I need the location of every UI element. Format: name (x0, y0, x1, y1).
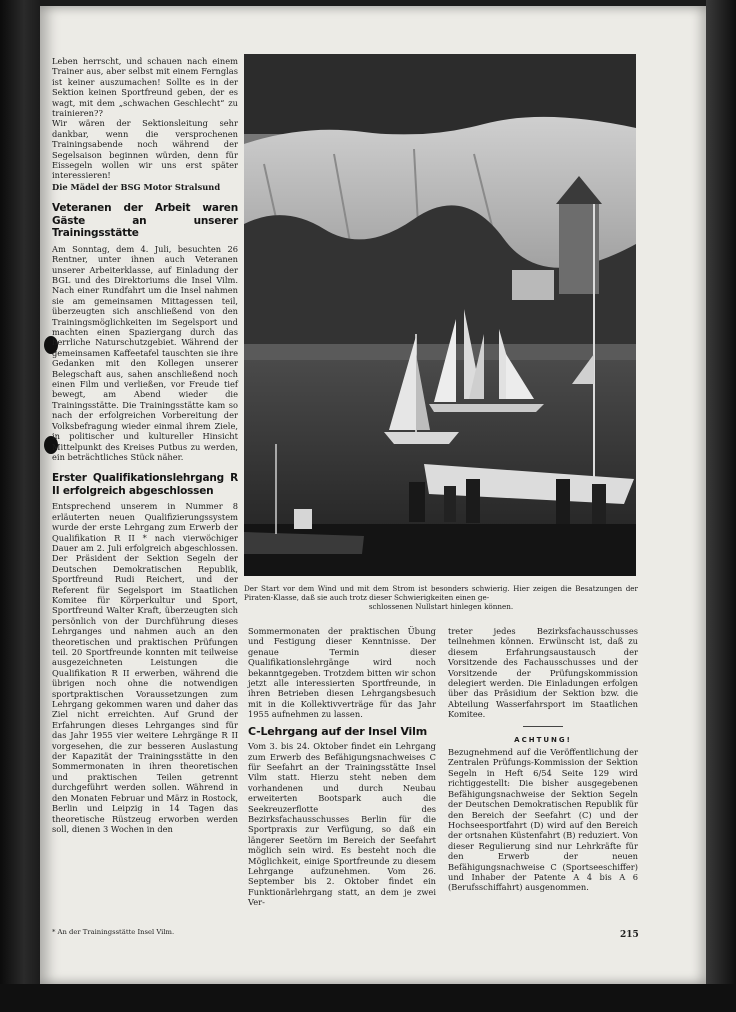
middle-column (248, 626, 436, 908)
scan-margin-bottom (0, 984, 736, 1012)
photo-caption (244, 584, 638, 611)
letter-signature: Die Mädel der BSG Motor Stralsund (52, 181, 221, 192)
intro-paragraph: Leben herrscht, und schauen nach einem Trainer aus, aber selbst mit einem Fernglas ist keiner auszumachen! Sollte es in der Sektion keinen Sportfreund geben, der es wagt, mit dem „schwachen Geschlecht“ zu trainieren?? (52, 56, 238, 119)
footnote: * An der Trainingsstätte Insel Vilm. (52, 928, 175, 936)
scan-margin-left (0, 0, 40, 1012)
heading-qualification: Erster Qualifikationslehrgang R II erfolgreich abgeschlossen (52, 472, 238, 497)
divider-rule (523, 726, 563, 727)
scan-margin-right (706, 0, 736, 1012)
intro-paragraph-2: Wir wären der Sektionsleitung sehr dankbar, wenn die versprochenen Trainingsabende noch während der Segelsaison beginnen würden, denn für Eissegeln wollen wir uns erst später interessieren! (52, 118, 238, 181)
sailing-photo (244, 54, 636, 576)
heading-c-course: C-Lehrgang auf der Insel Vilm (248, 724, 427, 738)
photo-caption-text: Der Start vor dem Wind und mit dem Strom ist besonders schwierig. Hier zeigen die Besatzungen der Piraten-Klasse, daß sie auch trotz dieser Schwierigkeiten einen ge- (244, 584, 638, 602)
page-number: 215 (620, 930, 639, 940)
article-c-course-continuation: treter jedes Bezirksfachausschusses teilnehmen können. Erwünscht ist, daß zu diesem Erfahrungsaustausch der Vorsitzende des Fachausschusses und der Vorsitzende der Prüfungskommission delegiert werden. Die Einladungen erfolgen über das Präsidium der Sektion bzw. die Abteilung Wasserfahrsport im Staatlichen Komitee. (448, 626, 638, 720)
heading-veterans: Veteranen der Arbeit waren Gäste an unserer Trainingsstätte (52, 202, 238, 240)
article-qualification: Entsprechend unserem in Nummer 8 erläuterten neuen Qualifizierungssystem wurde der erste Lehrgang zum Erwerb der Qualifikation R II * nach vierwöchiger Dauer am 2. Juli erfolgreich abgeschlossen. Der Präsident der Sektion Segeln der Deutschen Demokratischen Republik, Sportfreund Rudi Reichert, und der Referent für Segelsport im Staatlichen Komitee für Körperkultur und Sport, Sportfreund Walter Kraft, überzeugten sich persönlich von der Durchführung dieses Lehrganges und nahmen auch an den theoretischen und praktischen Prüfungen teil. 20 Sportfreunde konnten mit teilweise ausgezeichneten Leistungen die Qualifikation R II erwerben, während die übrigen noch ohne die notwendigen sportpraktischen Voraussetzungen zum Lehrgang gekommen waren und daher das Ziel nicht erreichten. Auf Grund der Erfahrungen dieses Lehrganges sind für das Jahr 1955 vier weitere Lehrgänge R II vorgesehen, die zur besseren Auslastung der Kapazität der Trainingsstätte in den Sommermonaten in ihren theoretischen und praktischen Teilen getrennt durchgeführt werden sollen. Während in den Monaten Februar und März in Rostock, Berlin und Leipzig in 14 Tagen das theoretische Rüstzeug erworben werden soll, dienen 3 Wochen in den (52, 501, 238, 834)
magazine-page (40, 6, 706, 984)
article-c-course: Vom 3. bis 24. Oktober findet ein Lehrgang zum Erwerb des Befähigungsnachweises C für Seefahrt an der Trainingsstätte Insel Vilm statt. Hierzu steht neben dem vorhandenen und durch Neubau erweiterten Bootspark auch die Seekreuzerflotte des Bezirksfachausschusses Berlin für die Sportpraxis zur Verfügung, so daß ein längerer Seetörn im Bereich der Seefahrt möglich sein wird. Es besteht noch die Möglichkeit, einige Sportfreunde zu diesem Lehrgange aufzunehmen. Vom 26. September bis 2. Oktober findet ein Funktionärlehrgang statt, an dem je zwei Ver- (248, 741, 436, 908)
notice-text: Bezugnehmend auf die Veröffentlichung der Zentralen Prüfungs-Kommission der Sektion Segeln in Heft 6/54 Seite 129 wird richtiggestellt: Die bisher ausgegebenen Befähigungsnachweise der Sektion Segeln der Deutschen Demokratischen Republik für den Bereich der Seefahrt (C) und der Hochseesportfahrt (D) wird auf den Bereich der ortsnahen Küstenfahrt (B) reduziert. Von dieser Regulierung sind nur Lehrkräfte für den Erwerb der neuen Befähigungsnachweise C (Sportseeschiffer) und Inhaber der Patente A 4 bis A 6 (Berufsschiffahrt) ausgenommen. (448, 747, 638, 893)
notice-title: ACHTUNG! (514, 735, 572, 744)
photo-caption-last-line: schlossenen Nullstart hinlegen können. (368, 602, 514, 611)
right-column (448, 626, 638, 893)
article-veterans: Am Sonntag, dem 4. Juli, besuchten 26 Rentner, unter ihnen auch Veteranen unserer Arbeiterklasse, auf Einladung der BGL und des Direktoriums die Insel Vilm. Nach einer Rundfahrt um die Insel nahmen sie am gemeinsamen Mittagessen teil, überzeugten sich anschließend von den Trainingsmöglichkeiten im Segelsport und machten einen Spaziergang durch das herrliche Naturschutzgebiet. Während der gemeinsamen Kaffeetafel tauschten sie ihre Gedanken mit den Kollegen unserer Belegschaft aus, sahen anschließend noch einen Film und verließen, vor Freude tief bewegt, am Abend wieder die Trainingsstätte. Die Trainingsstätte kam so nach der erfolgreichen Vorbereitung der Volksbefragung wieder einmal ihrem Ziele, in politischer und kultureller Hinsicht Mittelpunkt des Kreises Putbus zu werden, ein beträchtliches Stück näher. (52, 243, 238, 462)
article-continuation: Sommermonaten der praktischen Übung und Festigung dieser Kenntnisse. Der genaue Termin dieser Qualifikationslehrgänge wird noch bekanntgegeben. Trotzdem bitten wir schon jetzt alle interessierten Sportfreunde, in ihren Betrieben diesen Lehrgangsbesuch mit in die Kollektivverträge für das Jahr 1955 aufnehmen zu lassen. (248, 626, 436, 720)
left-column (52, 56, 238, 834)
